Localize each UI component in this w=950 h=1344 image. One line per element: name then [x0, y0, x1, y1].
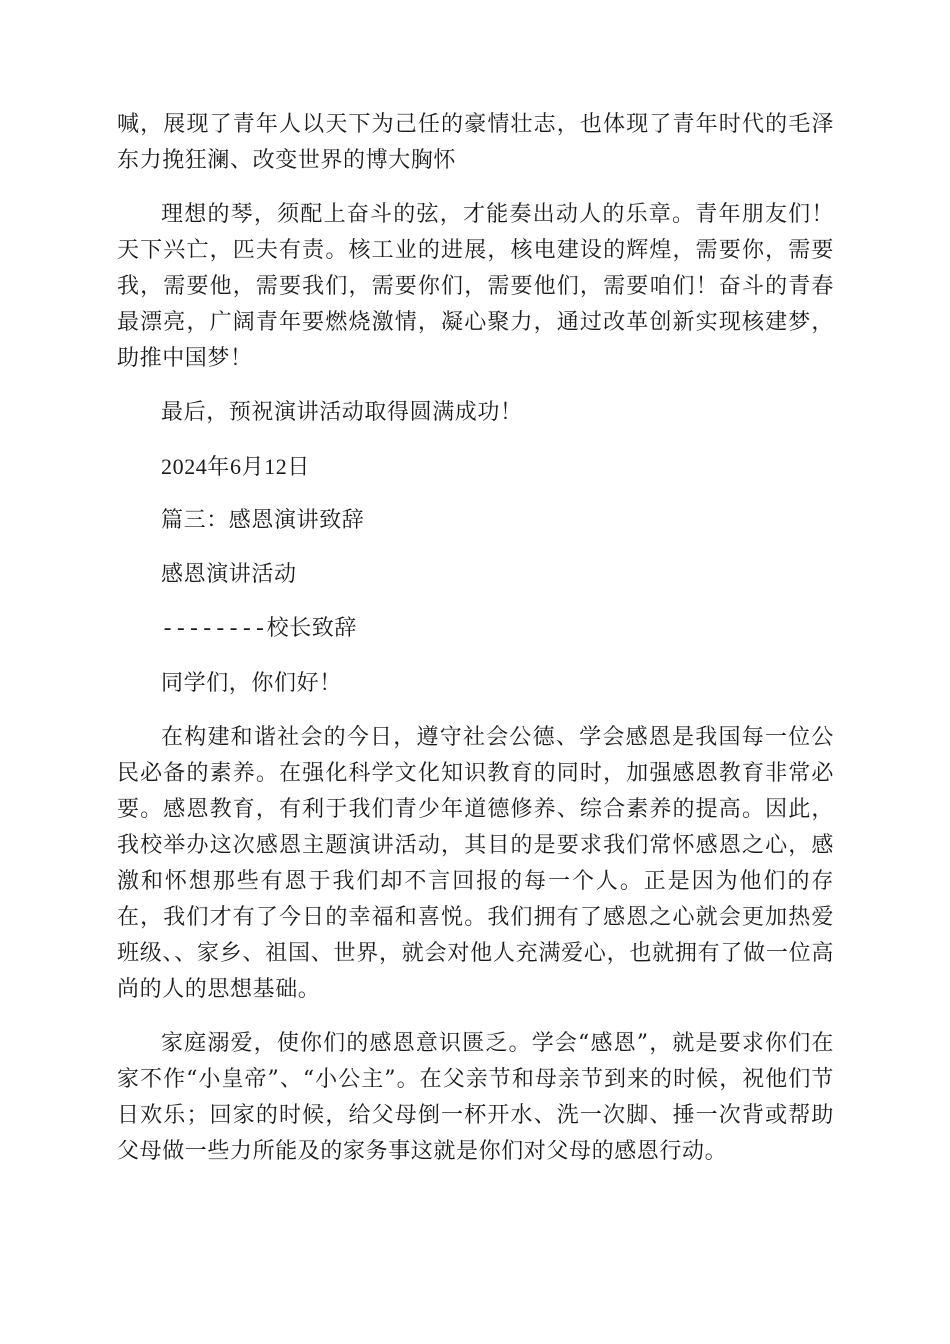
greeting: 同学们，你们好！ — [161, 671, 342, 696]
byline-text: 校长致辞 — [266, 616, 358, 641]
document-body — [117, 107, 834, 1188]
byline-dashes: -------- — [161, 617, 267, 642]
byline — [117, 611, 834, 648]
speech-date: 2024年6月12日 — [161, 454, 311, 479]
section-title: 篇三：感恩演讲致辞 — [161, 508, 365, 533]
paragraph-society: 在构建和谐社会的今日，遵守社会公德、学会感恩是我国每一位公民必备的素养。在强化科学文化知识教育的同时，加强感恩教育非常必要。感恩教育，有利于我们青少年道德修养、综合素养的提高。因此，我校举办这次感恩主题演讲活动，其目的是要求我们常怀感恩之心，感激和怀想那些有恩于我们却不言回报的每一个人。正是因为他们的存在，我们才有了今日的幸福和喜悦。我们拥有了感恩之心就会更加热爱班级、、家乡、祖国、世界，就会对他人充满爱心，也就拥有了做一位高尚的人的思想基础。 — [117, 725, 834, 1002]
paragraph-continued: 喊，展现了青年人以天下为己任的豪情壮志，也体现了青年时代的毛泽东力挽狂澜、改变世界的博大胸怀 — [117, 112, 834, 173]
activity-title: 感恩演讲活动 — [161, 562, 297, 587]
paragraph-ideal: 理想的琴，须配上奋斗的弦，才能奏出动人的乐章。青年朋友们！天下兴亡，匹夫有责。核工业的进展，核电建设的辉煌，需要你，需要我，需要他，需要我们，需要你们，需要他们，需要咱们！奋斗的青春最漂亮，广阔青年要燃烧激情，凝心聚力，通过改革创新实现核建梦，助推中国梦！ — [117, 202, 834, 371]
paragraph-closing: 最后，预祝演讲活动取得圆满成功！ — [161, 400, 523, 425]
paragraph-family: 家庭溺爱，使你们的感恩意识匮乏。学会“感恩”，就是要求你们在家不作“小皇帝”、“小公主”。在父亲节和母亲节到来的时候，祝他们节日欢乐；回家的时候，给父母倒一杯开水、洗一次脚、捶一次背或帮助父母做一些力所能及的家务事这就是你们对父母的感恩行动。 — [117, 1031, 834, 1164]
